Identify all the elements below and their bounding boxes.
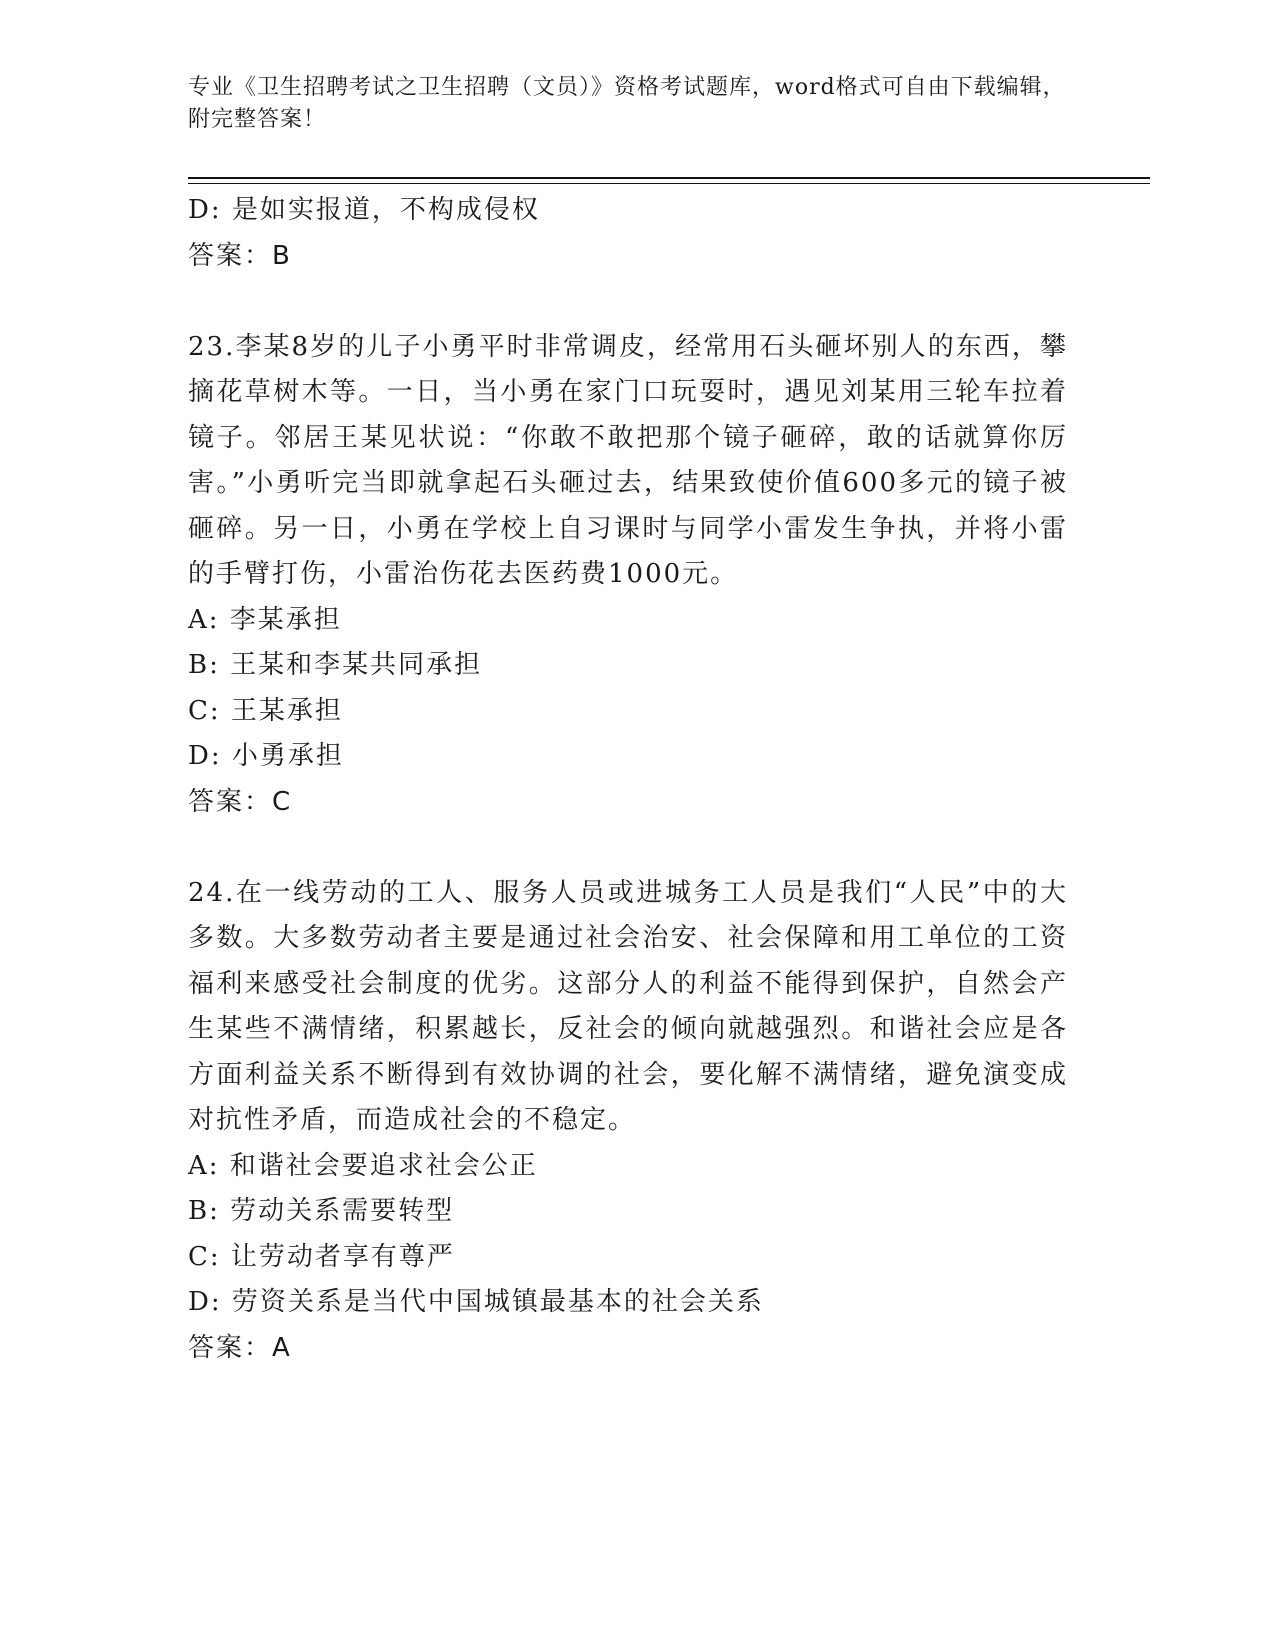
question-23-option-d: D: 小勇承担 <box>188 741 344 771</box>
question-23-option-a: A: 李某承担 <box>188 604 342 635</box>
page-header: 专业《卫生招聘考试之卫生招聘（文员）》资格考试题库，word格式可自由下载编辑，附完整答案！ <box>188 75 1066 132</box>
question-24-option-d: D: 劳资关系是当代中国城镇最基本的社会关系 <box>188 1287 764 1317</box>
prev-question-answer: 答案：B <box>188 240 292 271</box>
question-23-stem: 23.李某8岁的儿子小勇平时非常调皮，经常用石头砸坏别人的东西，攀摘花草树木等。一日，当小勇在家门口玩耍时，遇见刘某用三轮车拉着镜子。邻居王某见状说：“你敢不敢把那个镜子砸碎，敢的话就算你厉害。”小勇听完当即就拿起石头砸过去，结果致使价值600多元的镜子被砸碎。另一日，小勇在学校上自习课时与同学小雷发生争执，并将小雷的手臂打伤，小雷治伤花去医药费1000元。 <box>188 331 1068 589</box>
question-24-option-a: A: 和谐社会要追求社会公正 <box>188 1150 538 1181</box>
question-24-stem: 24.在一线劳动的工人、服务人员或进城务工人员是我们“人民”中的大多数。大多数劳动者主要是通过社会治安、社会保障和用工单位的工资福利来感受社会制度的优劣。这部分人的利益不能得到保护，自然会产生某些不满情绪，积累越长，反社会的倾向就越强烈。和谐社会应是各方面利益关系不断得到有效协调的社会，要化解不满情绪，避免演变成对抗性矛盾，而造成社会的不稳定。 <box>188 877 1068 1135</box>
spacer <box>188 279 1088 325</box>
question-23-option-b: B: 王某和李某共同承担 <box>188 650 483 680</box>
header-divider-thin <box>188 183 1150 184</box>
question-23-option-c: C: 王某承担 <box>188 695 343 726</box>
question-24-option-b: B: 劳动关系需要转型 <box>188 1196 455 1226</box>
document-body <box>188 188 1088 1371</box>
question-24-option-c: C: 让劳动者享有尊严 <box>188 1241 455 1272</box>
question-23-answer: 答案：C <box>188 786 293 817</box>
question-24-answer: 答案：A <box>188 1332 292 1363</box>
prev-question-option-d: D: 是如实报道，不构成侵权 <box>188 195 540 225</box>
spacer <box>188 825 1088 871</box>
header-divider-thick <box>188 177 1150 179</box>
